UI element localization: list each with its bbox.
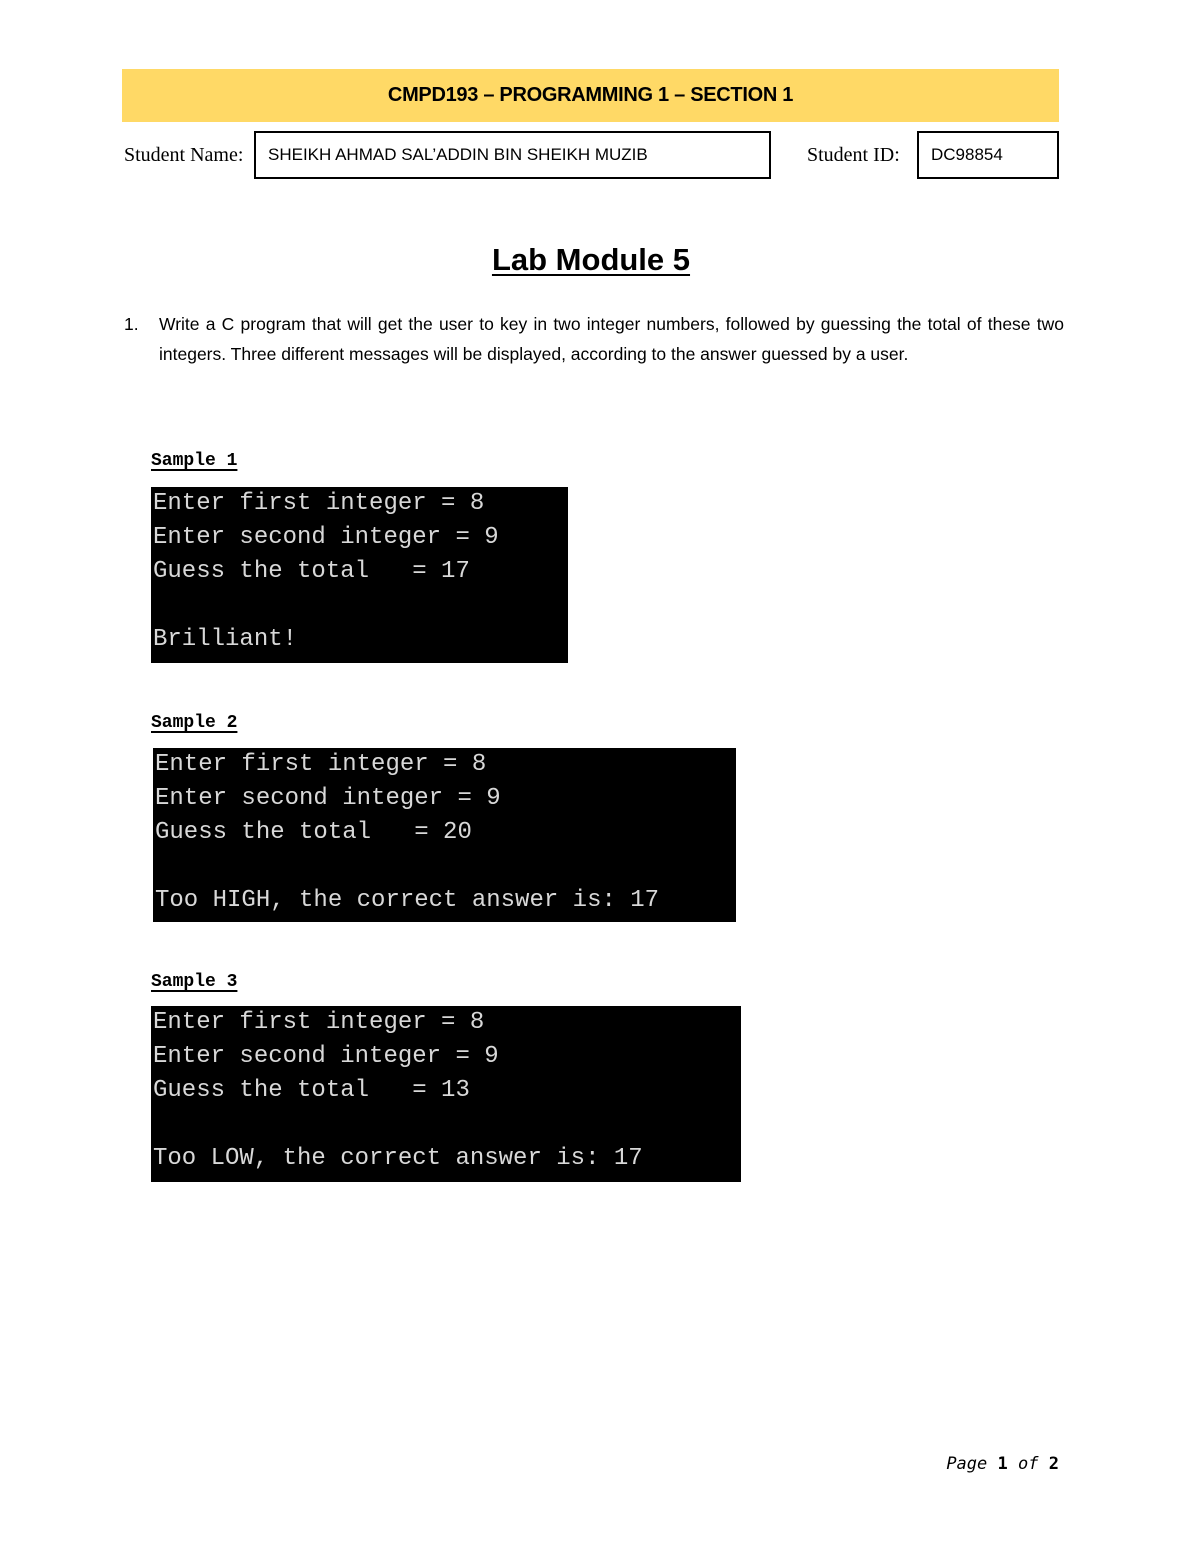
console-line: Too HIGH, the correct answer is: 17 <box>155 887 660 914</box>
console-line <box>153 1108 741 1142</box>
student-name-label: Student Name: <box>124 144 244 166</box>
question-1 <box>124 310 1064 369</box>
student-name-value: SHEIKH AHMAD SAL’ADDIN BIN SHEIKH MUZIB <box>268 145 648 164</box>
console-line: Enter first integer = 8 <box>153 1009 485 1036</box>
current-page: 1 <box>997 1454 1008 1474</box>
page-footer <box>946 1454 1059 1474</box>
console-line: Guess the total = 13 <box>153 1077 470 1104</box>
console-line: Brilliant! <box>153 626 298 653</box>
total-pages: 2 <box>1048 1454 1059 1474</box>
sample-1-console <box>151 487 568 663</box>
console-line: Guess the total = 20 <box>155 819 472 846</box>
console-line: Enter second integer = 9 <box>153 1043 499 1070</box>
course-header-bar <box>122 69 1059 122</box>
page-title: Lab Module 5 <box>491 242 691 277</box>
console-line <box>155 850 736 884</box>
console-line <box>153 589 568 623</box>
student-id-field <box>917 131 1059 179</box>
console-line: Guess the total = 17 <box>153 558 470 585</box>
student-id-value: DC98854 <box>931 145 1003 164</box>
console-line: Too LOW, the correct answer is: 17 <box>153 1145 643 1172</box>
sample-2-console <box>153 748 736 922</box>
sample-2-label: Sample 2 <box>151 713 238 733</box>
console-line: Enter first integer = 8 <box>155 751 487 778</box>
page-word: Page <box>946 1454 988 1474</box>
student-id-label: Student ID: <box>807 144 900 166</box>
console-line: Enter second integer = 9 <box>155 785 501 812</box>
of-word: of <box>1018 1454 1039 1474</box>
sample-3-label: Sample 3 <box>151 972 238 992</box>
console-line: Enter first integer = 8 <box>153 490 485 517</box>
course-title: CMPD193 – PROGRAMMING 1 – SECTION 1 <box>387 84 794 106</box>
console-line: Enter second integer = 9 <box>153 524 499 551</box>
sample-3-console <box>151 1006 741 1182</box>
question-number: 1. <box>124 314 139 334</box>
student-name-field <box>254 131 771 179</box>
question-text: Write a C program that will get the user to key in two integer numbers, followed by guessing the total of these two integers. Three different messages will be displayed, according to the answer guessed by a user. <box>159 314 1064 364</box>
sample-1-label: Sample 1 <box>151 451 238 471</box>
